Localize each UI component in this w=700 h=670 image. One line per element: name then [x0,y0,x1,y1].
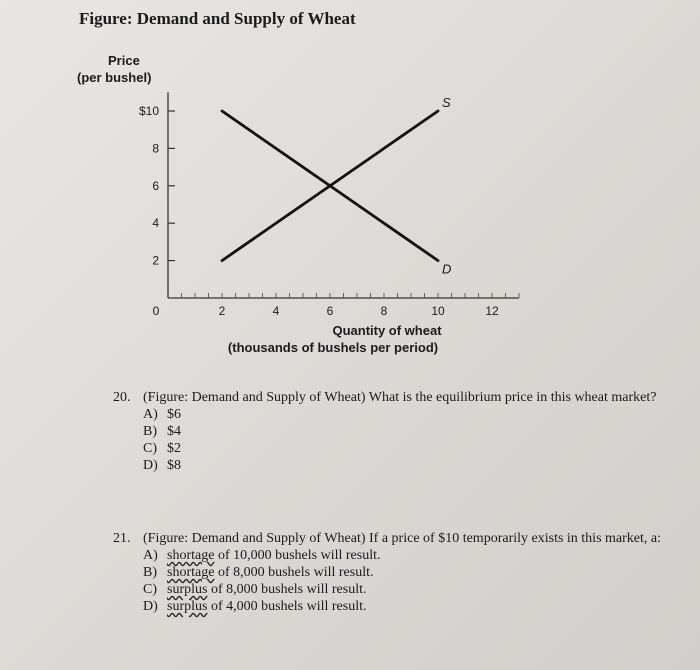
option-text: $6 [167,407,181,422]
option-letter: D) [143,458,158,473]
y-tick-label: 4 [152,216,159,231]
answer-option-b[interactable] [143,564,673,581]
x-tick-label: 6 [326,304,334,318]
answer-option-c[interactable] [143,581,673,598]
x-tick-label: 2 [218,304,226,318]
option-letter: D) [143,599,158,614]
option-letter: B) [143,565,157,580]
figure-title: Figure: Demand and Supply of Wheat [79,9,356,28]
option-letter: A) [143,548,158,563]
question-number: 21. [113,531,131,546]
x-tick-label: 4 [272,304,280,318]
option-keyword: shortage [167,565,215,580]
option-letter: B) [143,424,157,439]
x-tick-label: 10 [431,304,445,318]
option-text: of 8,000 bushels will result. [207,582,367,597]
x-axis-label-line2: (thousands of bushels per period) [227,340,439,355]
question-21 [113,530,673,615]
x-tick-label: 12 [485,304,499,318]
x-tick-label: 8 [380,304,388,318]
question-number: 20. [113,390,131,405]
option-text: $4 [167,424,181,439]
option-text: $8 [167,458,181,473]
x-axis-label-line1: Quantity of wheat [332,323,442,338]
y-tick-label: 2 [152,253,159,268]
x-tick-label: 0 [152,304,160,318]
demand-curve-label: D [442,261,452,277]
question-stem: (Figure: Demand and Supply of Wheat) What is the equilibrium price in this wheat market? [143,390,657,405]
answer-option-a[interactable] [143,406,673,423]
option-keyword: shortage [167,548,215,563]
option-text: of 4,000 bushels will result. [207,599,367,614]
y-axis-label-line1: Price [108,53,140,68]
option-text: $2 [167,441,181,456]
answer-option-d[interactable] [143,598,673,615]
option-keyword: surplus [167,599,208,614]
option-letter: C) [143,441,157,456]
option-letter: A) [143,407,158,422]
question-stem: (Figure: Demand and Supply of Wheat) If a price of $10 temporarily exists in this market, a: [143,531,661,546]
answer-option-c[interactable] [143,440,673,457]
option-letter: C) [143,582,157,597]
question-20 [113,389,673,474]
y-tick-label: 6 [152,178,159,193]
answer-option-a[interactable] [143,547,673,564]
y-tick-label: 8 [152,141,159,156]
y-axis-label-line2: (per bushel) [77,70,152,85]
option-text: of 8,000 bushels will result. [214,565,374,580]
answer-option-d[interactable] [143,457,673,474]
answer-option-b[interactable] [143,423,673,440]
option-keyword: surplus [167,582,208,597]
supply-curve-label: S [442,95,451,110]
y-tick-label: $10 [138,104,159,118]
option-text: of 10,000 bushels will result. [214,548,381,563]
